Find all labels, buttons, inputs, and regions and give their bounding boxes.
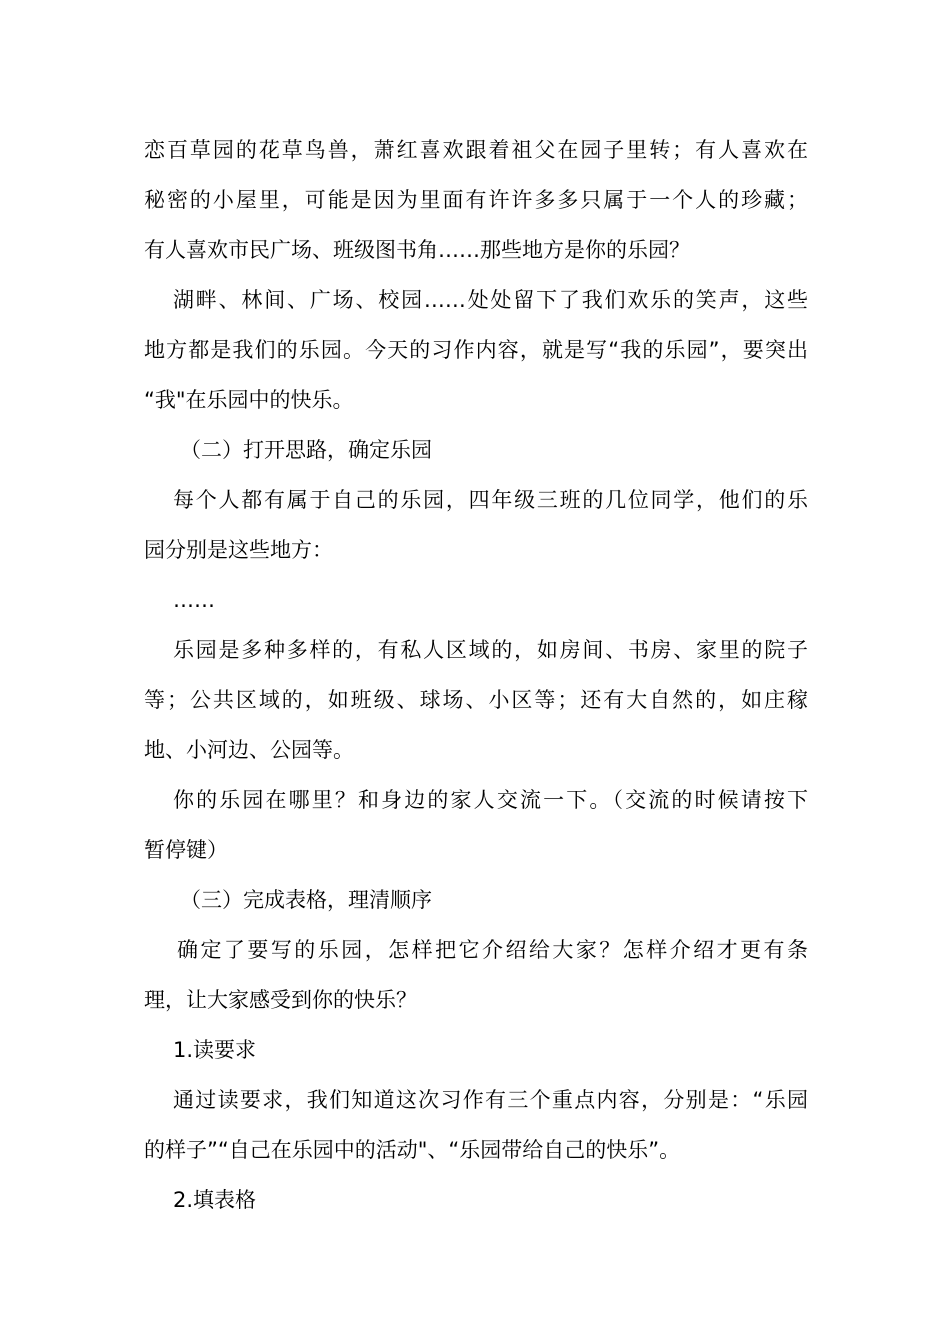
paragraph-line: 的样子”“自己在乐园中的活动"、“乐园带给自己的快乐”。 [144,1138,681,1162]
section-heading: （三）完成表格，理清顺序 [180,888,432,912]
paragraph-line: 通过读要求，我们知道这次习作有三个重点内容，分别是：“乐园 [173,1088,808,1112]
paragraph-line: 恋百草园的花草鸟兽，萧红喜欢跟着祖父在园子里转；有人喜欢在 [144,138,808,162]
section-heading: （二）打开思路，确定乐园 [180,438,432,462]
paragraph-line: “我"在乐园中的快乐。 [144,388,354,412]
paragraph-line: 乐园是多种多样的，有私人区域的，如房间、书房、家里的院子 [173,638,808,662]
paragraph-line: 确定了要写的乐园，怎样把它介绍给大家？怎样介绍才更有条 [177,938,808,962]
ellipsis-line: …… [173,588,215,612]
document-body [144,125,808,1225]
paragraph-line: 秘密的小屋里，可能是因为里面有许许多多只属于一个人的珍藏； [144,188,808,212]
paragraph-line: 暂停键） [144,838,228,862]
paragraph-line: 地方都是我们的乐园。今天的习作内容，就是写“我的乐园”，要突出 [144,338,808,362]
paragraph-line: 湖畔、林间、广场、校园……处处留下了我们欢乐的笑声，这些 [173,288,808,312]
paragraph-line: 等；公共区域的，如班级、球场、小区等；还有大自然的，如庄稼 [144,688,808,712]
paragraph-line: 园分别是这些地方： [144,538,333,562]
subsection-heading: 1.读要求 [173,1038,257,1062]
paragraph-line: 每个人都有属于自己的乐园，四年级三班的几位同学，他们的乐 [173,488,808,512]
paragraph-line: 有人喜欢市民广场、班级图书角……那些地方是你的乐园？ [144,238,690,262]
paragraph-line: 地、小河边、公园等。 [144,738,354,762]
subsection-heading: 2.填表格 [173,1188,257,1212]
paragraph-line: 你的乐园在哪里？和身边的家人交流一下。（交流的时候请按下 [173,788,808,812]
paragraph-line: 理，让大家感受到你的快乐？ [144,988,417,1012]
